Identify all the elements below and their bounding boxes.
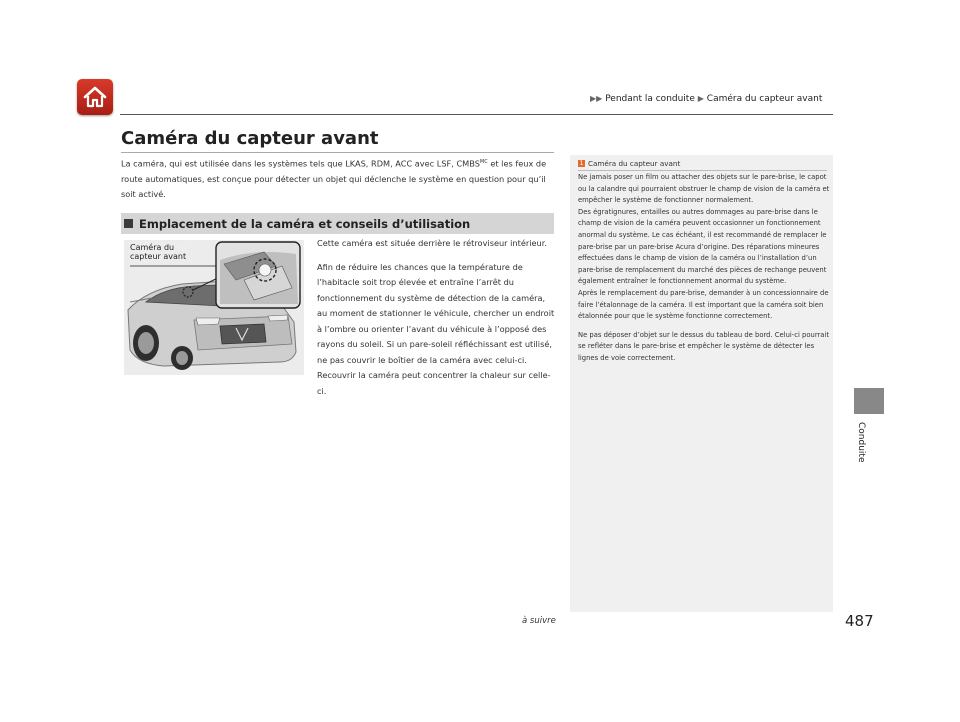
- figure-label-line1: Caméra du: [130, 243, 175, 252]
- breadcrumb-section-link[interactable]: Pendant la conduite: [605, 94, 695, 104]
- section-square-icon: [124, 219, 133, 228]
- breadcrumb-page: Caméra du capteur avant: [706, 94, 823, 104]
- side-note-title: [578, 159, 680, 168]
- side-note-paragraph-2: Des égratignures, entailles ou autres dommages au pare-brise dans le champ de vision de la caméra peuvent occasionner un fonctionnement anormal du système. Le cas échéant, il est recommandé de remplacer le pare-brise par un pare-brise Acura d’origine. Des réparations mineures effectuées dans le champ de vision de la caméra ou l’installation d’un pare-brise de remplacement du marché des pièces de rechange peuvent également entraîner le fonctionnement anormal du système.: [578, 207, 827, 286]
- home-icon: [82, 85, 108, 109]
- breadcrumb-arrow-icon: ▶: [697, 94, 704, 103]
- continued-note: à suivre: [522, 616, 556, 626]
- intro-text: La caméra, qui est utilisée dans les systèmes tels que LKAS, RDM, ACC avec LSF, CMBS: [121, 158, 480, 169]
- section-header: [121, 213, 554, 234]
- title-divider: [121, 152, 554, 153]
- camera-location-figure: [124, 240, 304, 375]
- intro-text-continued: et les feux de route automatiques, est conçue pour détecter un objet qui déclenche le système en question pour qu’il soit activé.: [121, 158, 547, 199]
- side-note-number-badge: 1: [579, 160, 584, 167]
- chapter-tab[interactable]: [854, 388, 884, 414]
- figure-callout-label: [130, 243, 188, 261]
- breadcrumb-arrow-icon: ▶▶: [590, 94, 603, 103]
- side-note-paragraph-4: Ne pas déposer d’objet sur le dessus du tableau de bord. Celui-ci pourrait se refléter dans le pare-brise et empêcher le système de détecter les lignes de voie correctement.: [578, 330, 830, 362]
- breadcrumb: [590, 94, 822, 104]
- side-note-paragraph-1: Ne jamais poser un film ou attacher des objets sur le pare-brise, le capot ou la calandre qui pourraient obstruer le champ de vision de la caméra et empêcher le système de fonctionner normalement.: [578, 173, 830, 205]
- figure-label-line2: capteur avant: [130, 252, 187, 261]
- side-note-divider: [578, 170, 827, 171]
- body-paragraph-1: Cette caméra est située derrière le rétroviseur intérieur.: [317, 238, 547, 248]
- body-text: [317, 236, 557, 407]
- home-button[interactable]: [77, 79, 113, 115]
- side-note-panel: [570, 155, 833, 612]
- header-divider: [120, 114, 833, 115]
- page-number: 487: [845, 612, 874, 630]
- page-title: Caméra du capteur avant: [121, 128, 379, 149]
- trademark-superscript: MC: [479, 159, 488, 165]
- chapter-label: Conduite: [856, 422, 866, 463]
- side-note-body: [578, 172, 830, 365]
- intro-paragraph: [121, 155, 556, 202]
- side-note-title-text: Caméra du capteur avant: [588, 159, 681, 168]
- body-paragraph-2: Afin de réduire les chances que la température de l’habitacle soit trop élevée et entraîne l’arrêt du fonctionnement du système de détection de la caméra, au moment de stationner le véhicule, chercher un endroit à l’ombre ou orienter l’avant du véhicule à l’opposé des rayons du soleil. Si un pare-soleil réfléchissant est utilisé, ne pas couvrir le boîtier de la caméra avec celui-ci. Recouvrir la caméra peut concentrer la chaleur sur celle-ci.: [317, 261, 555, 396]
- section-title: Emplacement de la caméra et conseils d’utilisation: [139, 216, 471, 231]
- side-note-paragraph-3: Après le remplacement du pare-brise, demander à un concessionnaire de faire l’étalonnage de la caméra. Il est important que la caméra soit bien étalonnée pour que le système fonctionne correctement.: [578, 288, 829, 321]
